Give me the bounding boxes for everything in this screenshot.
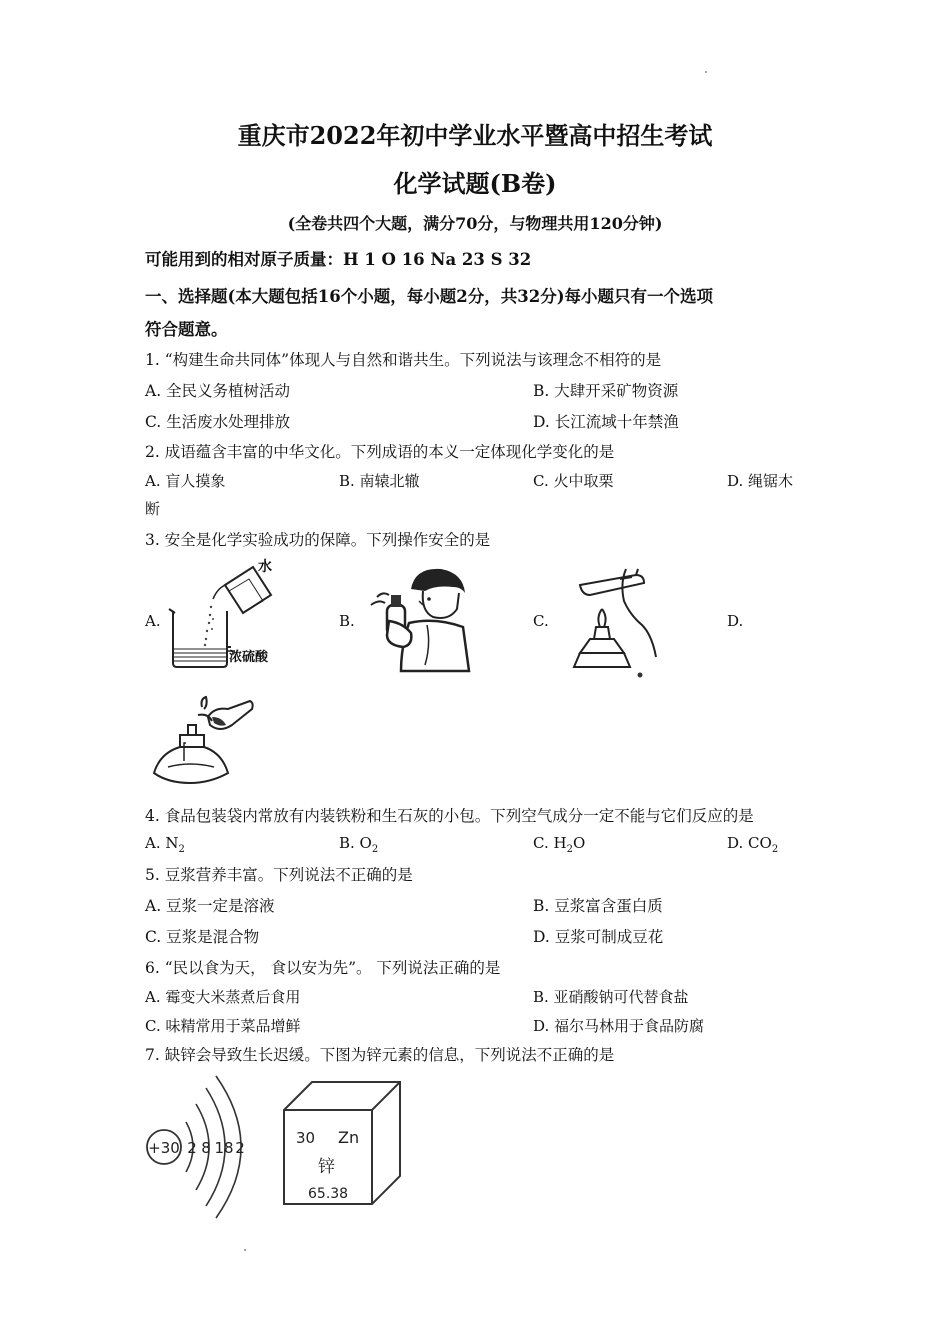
zinc-element-cell [280, 1078, 405, 1208]
q3-option-a: A. [145, 612, 161, 630]
q5-stem: 5. 豆浆营养丰富。下列说法不正确的是 [145, 866, 413, 884]
nucleus-charge: +30 [148, 1139, 180, 1157]
q6-option-a: A. 霉变大米蒸煮后食用 [145, 988, 301, 1006]
q5-option-a: A. 豆浆一定是溶液 [145, 897, 275, 915]
figure-dilution [165, 555, 285, 673]
q4-d-sub: 2 [771, 844, 779, 855]
q4-option-a [145, 834, 185, 855]
q6-option-b: B. 亚硝酸钠可代替食盐 [533, 988, 689, 1006]
section-heading: 一、选择题(本大题包括16个小题，每小题2分，共32分)每小题只有一个选项 [145, 287, 714, 306]
zinc-atomic-number: 30 [296, 1129, 316, 1147]
shell-electrons-3: 18 [214, 1139, 234, 1157]
q2-option-b: B. 南辕北辙 [339, 472, 420, 490]
q5-option-d: D. 豆浆可制成豆花 [533, 928, 664, 946]
label-acid: 浓硫酸 [229, 650, 269, 665]
q4-c-sub: 2 [566, 844, 573, 855]
q5-option-c: C. 豆浆是混合物 [145, 928, 260, 946]
label-water: 水 [258, 559, 272, 575]
q3-option-b: B. [339, 612, 355, 630]
q6-stem: 6. “民以食为天， 食以安为先”。 下列说法正确的是 [145, 959, 501, 977]
exam-subtitle: 化学试题(B卷) [393, 169, 557, 198]
q2-option-a: A. 盲人摸象 [145, 472, 226, 490]
q5-option-b: B. 豆浆富含蛋白质 [533, 897, 663, 915]
q1-option-b: B. 大肆开采矿物资源 [533, 382, 679, 400]
q4-option-d [727, 834, 778, 855]
zinc-atomic-mass: 65.38 [308, 1186, 349, 1202]
q4-stem: 4. 食品包装袋内常放有内装铁粉和生石灰的小包。下列空气成分一定不能与它们反应的是 [145, 807, 754, 825]
zinc-atom-structure [140, 1070, 270, 1225]
q2-option-d: D. 绳锯木 [727, 472, 794, 490]
q4-c-text: C. H [533, 834, 567, 852]
shell-electrons-1: 2 [187, 1139, 197, 1157]
zinc-name: 锌 [318, 1157, 335, 1177]
q1-option-c: C. 生活废水处理排放 [145, 413, 291, 431]
exam-note: (全卷共四个大题，满分70分，与物理共用120分钟) [287, 214, 663, 233]
q6-option-d: D. 福尔马林用于食品防腐 [533, 1017, 705, 1035]
zinc-symbol: Zn [338, 1128, 360, 1147]
q4-option-b [339, 834, 378, 855]
figure-heating [560, 565, 670, 683]
section-heading-cont: 符合题意。 [145, 320, 228, 339]
exam-title: 重庆市2022年初中学业水平暨高中招生考试 [237, 121, 713, 150]
q4-option-c [533, 834, 585, 855]
q4-a-text: A. N [145, 834, 179, 852]
q3-option-d: D. [727, 612, 744, 630]
q4-b-text: B. O [339, 834, 372, 852]
q4-d-text: D. CO [727, 834, 772, 852]
q4-b-sub: 2 [371, 844, 379, 855]
q1-option-d: D. 长江流域十年禁渔 [533, 413, 679, 431]
q3-option-c: C. [533, 612, 549, 630]
q4-a-sub: 2 [178, 844, 185, 855]
shell-electrons-2: 8 [201, 1139, 211, 1157]
q2-stem: 2. 成语蕴含丰富的中华文化。下列成语的本义一定体现化学变化的是 [145, 443, 615, 461]
q6-option-c: C. 味精常用于菜品增鲜 [145, 1017, 301, 1035]
shell-electrons-4: 2 [235, 1139, 245, 1157]
q1-stem: 1. “构建生命共同体”体现人与自然和谐共生。下列说法与该理念不相符的是 [145, 351, 662, 369]
q2-option-c: C. 火中取栗 [533, 472, 614, 490]
q2-option-d-cont: 断 [145, 500, 161, 518]
figure-smelling [365, 565, 475, 675]
atomic-masses: 可能用到的相对原子质量：H 1 O 16 Na 23 S 32 [145, 250, 532, 269]
figure-lamp [150, 695, 260, 790]
q4-c-text2: O [572, 834, 586, 852]
q3-stem: 3. 安全是化学实验成功的保障。下列操作安全的是 [145, 531, 491, 549]
q7-stem: 7. 缺锌会导致生长迟缓。下图为锌元素的信息，下列说法不正确的是 [145, 1046, 615, 1064]
q1-option-a: A. 全民义务植树活动 [145, 382, 291, 400]
